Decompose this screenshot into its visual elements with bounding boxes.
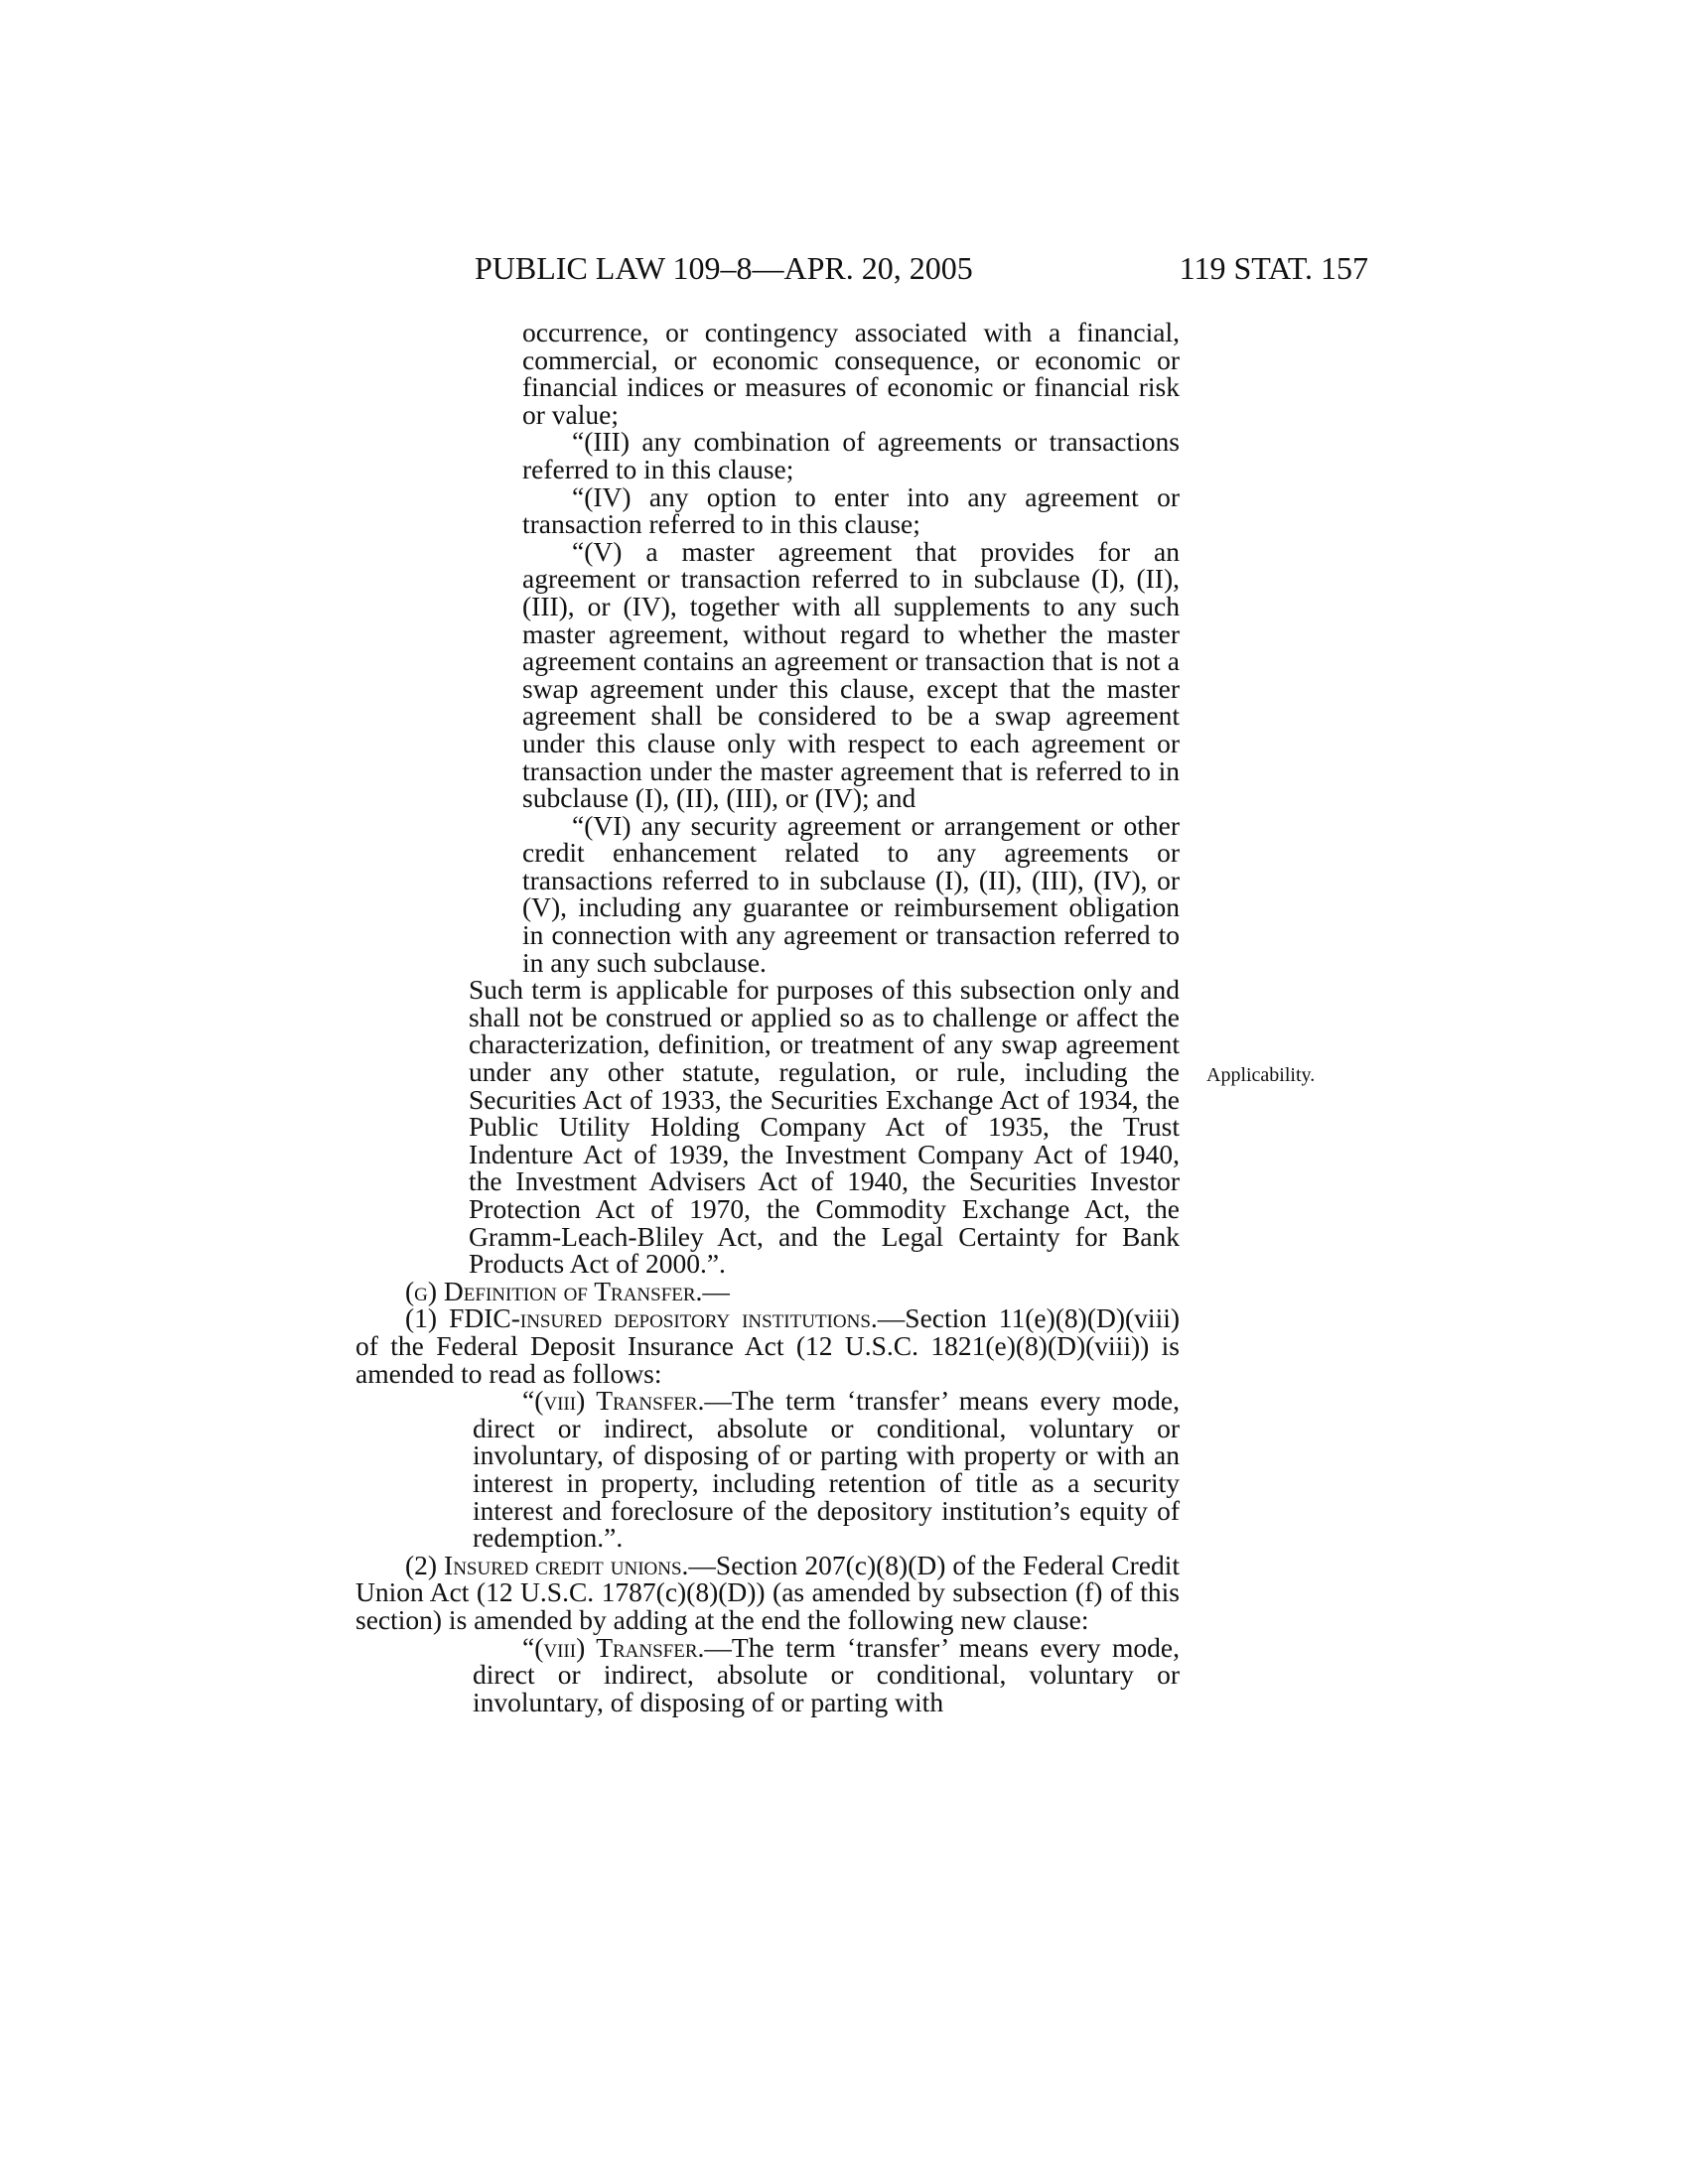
body-text	[355, 319, 1180, 1715]
subsection-g-heading	[355, 1275, 1180, 1306]
clause-viii-fdic-text: —The term ‘transfer’ means every mode, direct or indirect, absolute or conditional, voluntary or involuntary, of disposing of or parting with property or with an interest in property, including retention of title as a security interest and foreclosure of the depository institution’s equity of redemption.”.	[473, 1385, 1180, 1554]
public-law-citation: PUBLIC LAW 109–8—APR. 20, 2005	[475, 250, 973, 286]
subclause-vi: “(VI) any security agreement or arrangement or other credit enhancement related to any agreements or transactions referred to in subclause (I), (II), (III), (IV), or (V), including any guarantee or reimbursement obligation in connection with any agreement or transaction referred to in any such subclause.	[522, 809, 1180, 978]
clause-viii-fdic-label: “(viii) Transfer.	[522, 1385, 705, 1417]
paragraph-2-credit-unions	[355, 1549, 1180, 1635]
paragraph-2-text: —Section 207(c)(8)(D) of the Federal Credit Union Act (12 U.S.C. 1787(c)(8)(D)) (as amended by subsection (f) of this section) is amended by adding at the end the following new clause:	[355, 1549, 1180, 1635]
applicability-paragraph: Such term is applicable for purposes of this subsection only and shall not be construed or applied so as to challenge or affect the characterization, definition, or treatment of any swap agreement under any other statute, regulation, or rule, including the Securities Act of 1933, the Securities Exchange Act of 1934, the Public Utility Holding Company Act of 1935, the Trust Indenture Act of 1939, the Investment Company Act of 1940, the Investment Advisers Act of 1940, the Securities Investor Protection Act of 1970, the Commodity Exchange Act, the Gramm-Leach-Bliley Act, and the Legal Certainty for Bank Products Act of 2000.”.	[469, 974, 1180, 1280]
paragraph-continuation: occurrence, or contingency associated with a financial, commercial, or economic consequence, or economic or financial indices or measures of economic or financial risk or value;	[522, 317, 1180, 430]
subclause-v: “(V) a master agreement that provides for an agreement or transaction referred to in subclause (I), (II), (III), or (IV), together with all supplements to any such master agreement, without regard to whether the master agreement contains an agreement or transaction that is not a swap agreement under this clause, except that the master agreement shall be considered to be a swap agreement under this clause only with respect to each agreement or transaction under the master agreement that is referred to in subclause (I), (II), (III), or (IV); and	[522, 535, 1180, 814]
paragraph-1-label: (1) FDIC-insured depository institutions.	[405, 1302, 878, 1334]
margin-note-applicability: Applicability.	[1206, 1064, 1316, 1086]
subsection-g-heading-text: (g) Definition of Transfer.—	[405, 1275, 730, 1306]
statute-page-number: 119 STAT. 157	[1179, 250, 1368, 286]
paragraph-2-label: (2) Insured credit unions.	[405, 1549, 689, 1580]
clause-viii-credit-union-label: “(viii) Transfer.	[522, 1631, 705, 1663]
subclause-iv: “(IV) any option to enter into any agreement or transaction referred to in this clause;	[522, 480, 1180, 540]
clause-viii-fdic	[355, 1387, 1180, 1552]
paragraph-1-fdic	[355, 1304, 1180, 1387]
paragraph-1-text: —Section 11(e)(8)(D)(viii) of the Federal Deposit Insurance Act (12 U.S.C. 1821(e)(8)(D)(viii)) is amended to read as follows:	[355, 1302, 1181, 1389]
subclause-iii: “(III) any combination of agreements or transactions referred to in this clause;	[522, 426, 1180, 484]
page-header	[475, 250, 1368, 290]
clause-viii-credit-union-text: —The term ‘transfer’ means every mode, direct or indirect, absolute or conditional, voluntary or involuntary, of disposing of or parting with	[473, 1631, 1180, 1717]
clause-viii-credit-union	[355, 1631, 1180, 1717]
